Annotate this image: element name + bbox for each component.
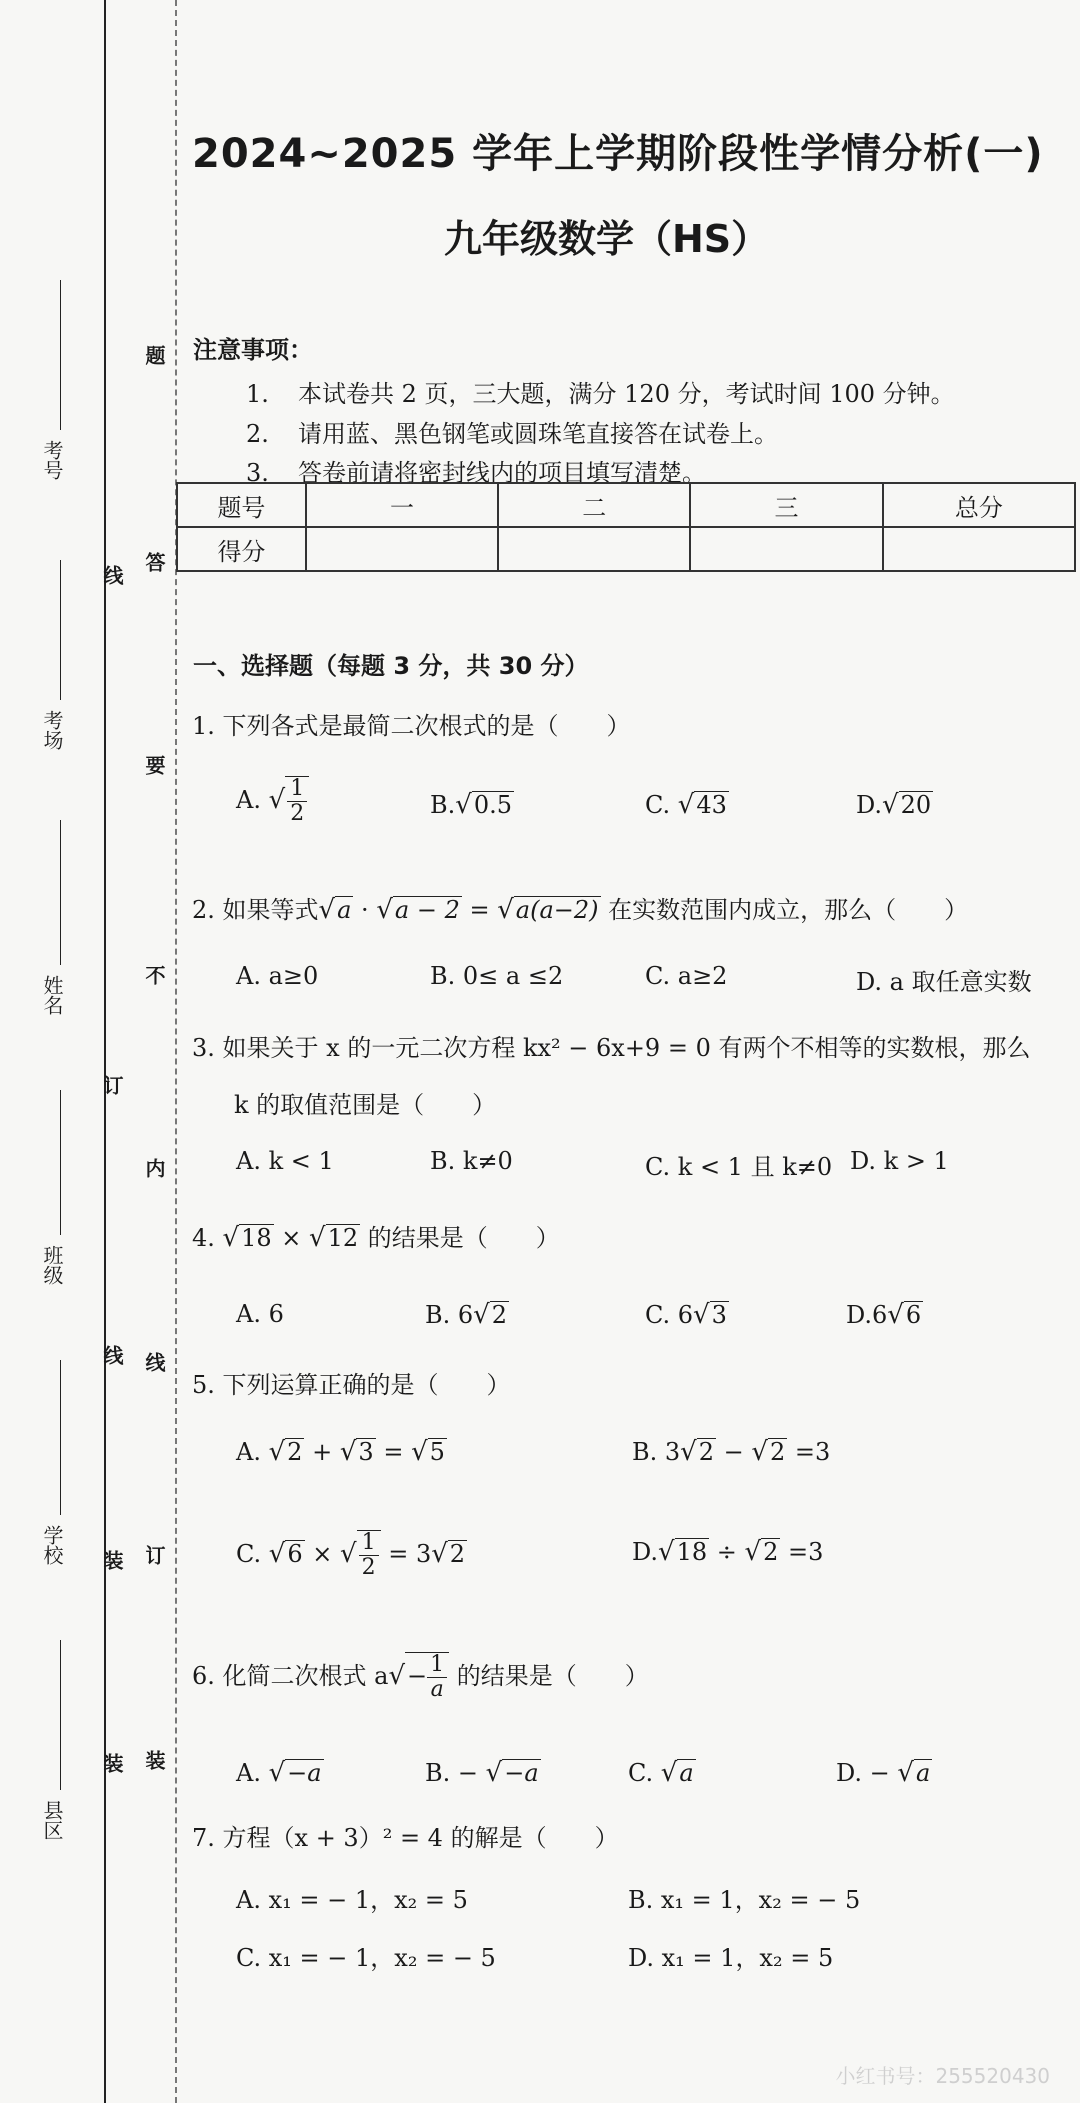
q5-option-c[interactable]: C. √6 × √ $\frac{1}{2}$ = 3√2 — [236, 1530, 466, 1581]
table-header-cell: 三 — [690, 483, 882, 527]
section-title: 一、选择题（每题 3 分，共 30 分） — [193, 652, 589, 680]
seal-char: 要 — [142, 755, 166, 775]
label-name: 姓名 — [40, 975, 64, 1015]
question-1: 1. 下列各式是最简二次根式的是（ ） — [192, 712, 631, 740]
seal-dashed-line — [175, 0, 177, 2103]
table-header-cell: 二 — [498, 483, 690, 527]
q4-option-b[interactable]: B. 6√2 — [425, 1300, 508, 1330]
seal-char: 不 — [142, 965, 166, 985]
question-3-line-2: k 的取值范围是（ ） — [234, 1091, 497, 1119]
q2-option-b[interactable]: B. 0≤ a ≤2 — [430, 962, 564, 990]
q7-option-d[interactable]: D. x₁ = 1，x₂ = 5 — [628, 1944, 834, 1972]
q7-option-a[interactable]: A. x₁ = − 1，x₂ = 5 — [236, 1886, 468, 1914]
seal-char: 订 — [142, 1545, 166, 1565]
label-school: 学校 — [40, 1525, 64, 1565]
binding-line — [104, 0, 106, 2103]
q4-option-a[interactable]: A. 6 — [236, 1300, 284, 1328]
watermark: 小红书号：255520430 — [835, 2064, 1050, 2088]
blank-school[interactable] — [60, 1360, 61, 1515]
question-6: 6. 化简二次根式 a√− $\frac{1}{a}$ 的结果是（ ） — [192, 1652, 649, 1703]
blank-district[interactable] — [60, 1640, 61, 1790]
q5-option-a[interactable]: A. √2 + √3 = √5 — [236, 1437, 445, 1467]
table-header-cell: 总分 — [883, 483, 1075, 527]
q3-option-b[interactable]: B. k≠0 — [430, 1147, 513, 1175]
seal-char: 线 — [100, 565, 124, 585]
seal-char: 线 — [142, 1352, 166, 1372]
q5-option-b[interactable]: B. 3√2 − √2 =3 — [632, 1437, 831, 1467]
table-header-cell: 一 — [306, 483, 498, 527]
question-5: 5. 下列运算正确的是（ ） — [192, 1371, 511, 1399]
q4-option-d[interactable]: D.6√6 — [846, 1300, 922, 1330]
score-table — [176, 482, 1076, 572]
question-3-line-1: 3. 如果关于 x 的一元二次方程 kx² − 6x+9 = 0 有两个不相等的实数根，那么 — [192, 1034, 1031, 1062]
blank-exam-number[interactable] — [60, 280, 61, 430]
seal-char: 装 — [100, 1753, 124, 1773]
seal-char: 答 — [142, 552, 166, 572]
q7-option-c[interactable]: C. x₁ = − 1，x₂ = − 5 — [236, 1944, 496, 1972]
q2-option-a[interactable]: A. a≥0 — [236, 962, 319, 990]
blank-exam-room[interactable] — [60, 560, 61, 700]
blank-name[interactable] — [60, 820, 61, 965]
row-label: 得分 — [177, 527, 306, 571]
q6-option-d[interactable]: D. − √a — [836, 1758, 931, 1788]
blank-class[interactable] — [60, 1090, 61, 1235]
notice-item: 2. 请用蓝、黑色钢笔或圆珠笔直接答在试卷上。 — [246, 420, 778, 448]
seal-char: 题 — [142, 345, 166, 365]
label-district: 县区 — [40, 1800, 64, 1840]
question-2: 2. 如果等式√a · √a − 2 = √a(a−2) 在实数范围内成立，那么（ ） — [192, 895, 969, 925]
score-cell[interactable] — [690, 527, 882, 571]
q6-option-c[interactable]: C. √a — [628, 1758, 694, 1788]
score-cell[interactable] — [883, 527, 1075, 571]
question-7: 7. 方程（x + 3）² = 4 的解是（ ） — [192, 1824, 619, 1852]
score-cell[interactable] — [498, 527, 690, 571]
page-subtitle: 九年级数学（HS） — [444, 217, 770, 261]
page-title: 2024~2025 学年上学期阶段性学情分析(一) — [192, 131, 1044, 177]
label-exam-number: 考号 — [40, 440, 64, 480]
label-class: 班级 — [40, 1245, 64, 1285]
q6-option-a[interactable]: A. √−a — [236, 1758, 322, 1788]
seal-char: 装 — [142, 1750, 166, 1770]
q7-option-b[interactable]: B. x₁ = 1，x₂ = − 5 — [628, 1886, 861, 1914]
q1-option-b[interactable]: B.√0.5 — [430, 790, 513, 820]
q5-option-d[interactable]: D.√18 ÷ √2 =3 — [632, 1537, 824, 1567]
score-cell[interactable] — [306, 527, 498, 571]
label-exam-room: 考场 — [40, 710, 64, 750]
seal-char: 线 — [100, 1345, 124, 1365]
question-4: 4. √18 × √12 的结果是（ ） — [192, 1223, 560, 1253]
q1-option-d[interactable]: D.√20 — [856, 790, 932, 820]
table-header-row — [177, 483, 1075, 527]
table-row — [177, 527, 1075, 571]
q3-option-c[interactable]: C. k < 1 且 k≠0 — [645, 1153, 833, 1181]
q1-option-c[interactable]: C. √43 — [645, 790, 727, 820]
q4-option-c[interactable]: C. 6√3 — [645, 1300, 727, 1330]
q3-option-a[interactable]: A. k < 1 — [236, 1147, 334, 1175]
seal-char: 装 — [100, 1550, 124, 1570]
table-header-cell: 题号 — [177, 483, 306, 527]
notice-heading: 注意事项： — [193, 336, 313, 364]
q1-option-a[interactable]: A. √ $\frac{1}{2}$ — [236, 776, 309, 826]
q6-option-b[interactable]: B. − √−a — [425, 1758, 539, 1788]
seal-char: 订 — [100, 1075, 124, 1095]
seal-char: 内 — [142, 1158, 166, 1178]
q3-option-d[interactable]: D. k > 1 — [850, 1147, 949, 1175]
q2-option-d[interactable]: D. a 取任意实数 — [856, 968, 1032, 996]
q2-option-c[interactable]: C. a≥2 — [645, 962, 728, 990]
notice-item: 3. 答卷前请将密封线内的项目填写清楚。 — [246, 459, 706, 487]
notice-item: 1. 本试卷共 2 页，三大题，满分 120 分，考试时间 100 分钟。 — [246, 380, 955, 408]
